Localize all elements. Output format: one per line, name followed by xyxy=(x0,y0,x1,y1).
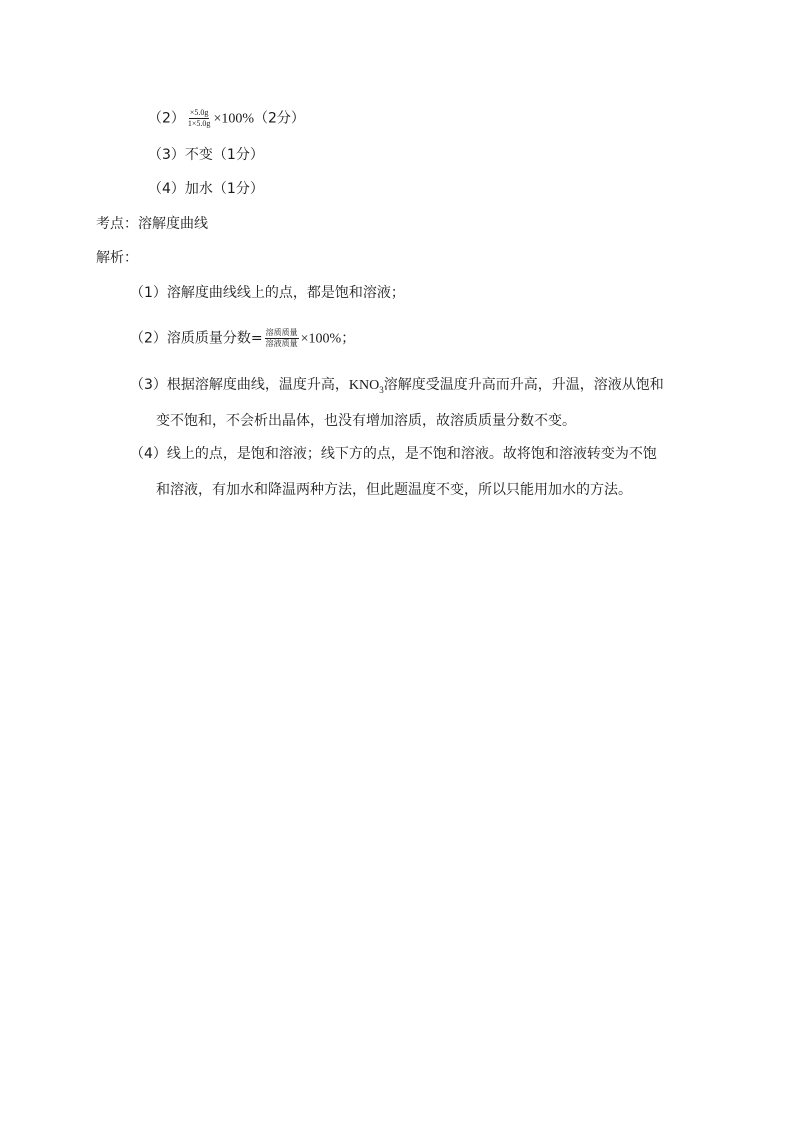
answer-3-score: （1分） xyxy=(212,147,264,163)
answer-2-denominator: 1×5.0g xyxy=(187,119,211,128)
explanation-3-formula-main: KNO xyxy=(348,378,380,393)
explanation-3-formula-sub: 3 xyxy=(379,384,384,395)
explanation-3-pre: 根据溶解度曲线，温度升高， xyxy=(166,377,349,393)
answer-2-fraction xyxy=(187,108,212,129)
explanation-2-numerator: 溶质质量 xyxy=(265,328,298,337)
answer-4 xyxy=(148,179,264,199)
answer-2-score: （2分） xyxy=(254,110,305,127)
explanation-4-label: （4） xyxy=(130,446,167,462)
answer-3 xyxy=(148,145,264,165)
answer-3-text: 不变 xyxy=(184,147,213,163)
explanation-2 xyxy=(130,328,355,350)
explanation-4-text: 线上的点，是饱和溶液；线下方的点，是不饱和溶液。故将饱和溶液转变为不饱 xyxy=(166,446,657,462)
explanation-3-label: （3） xyxy=(130,377,167,393)
answer-2-suffix: ×100% xyxy=(213,111,254,127)
answer-2-label: （2） xyxy=(148,110,185,127)
jiexi-heading: 解析： xyxy=(96,250,138,266)
explanation-2-fraction xyxy=(265,328,299,349)
answer-4-score: （1分） xyxy=(212,181,264,197)
explanation-1 xyxy=(130,283,405,303)
explanation-2-pre: 溶质质量分数= xyxy=(166,330,263,347)
answer-2 xyxy=(148,108,305,130)
explanation-3-formula xyxy=(349,378,384,393)
kaodian-heading: 考点：溶解度曲线 xyxy=(96,216,208,232)
answer-3-label: （3） xyxy=(148,147,185,163)
answer-4-text: 加水 xyxy=(184,181,213,197)
explanation-2-suffix: ×100%； xyxy=(300,331,356,347)
explanation-2-denominator: 溶液质量 xyxy=(265,339,298,348)
explanation-3-post: 溶解度受温度升高而升高，升温，溶液从饱和 xyxy=(383,377,664,393)
answer-4-label: （4） xyxy=(148,181,185,197)
explanation-4-line-2: 和溶液，有加水和降温两种方法，但此题温度不变，所以只能用加水的方法。 xyxy=(156,482,632,498)
explanation-1-label: （1） xyxy=(130,285,167,301)
explanation-4-line-1 xyxy=(130,444,657,464)
answer-2-numerator: ×5.0g xyxy=(189,108,209,117)
explanation-1-text: 溶解度曲线线上的点，都是饱和溶液； xyxy=(166,285,405,301)
explanation-2-label: （2） xyxy=(130,330,167,347)
explanation-3-line-2: 变不饱和，不会析出晶体，也没有增加溶质，故溶质质量分数不变。 xyxy=(156,413,576,429)
explanation-3-line-1 xyxy=(130,375,664,400)
